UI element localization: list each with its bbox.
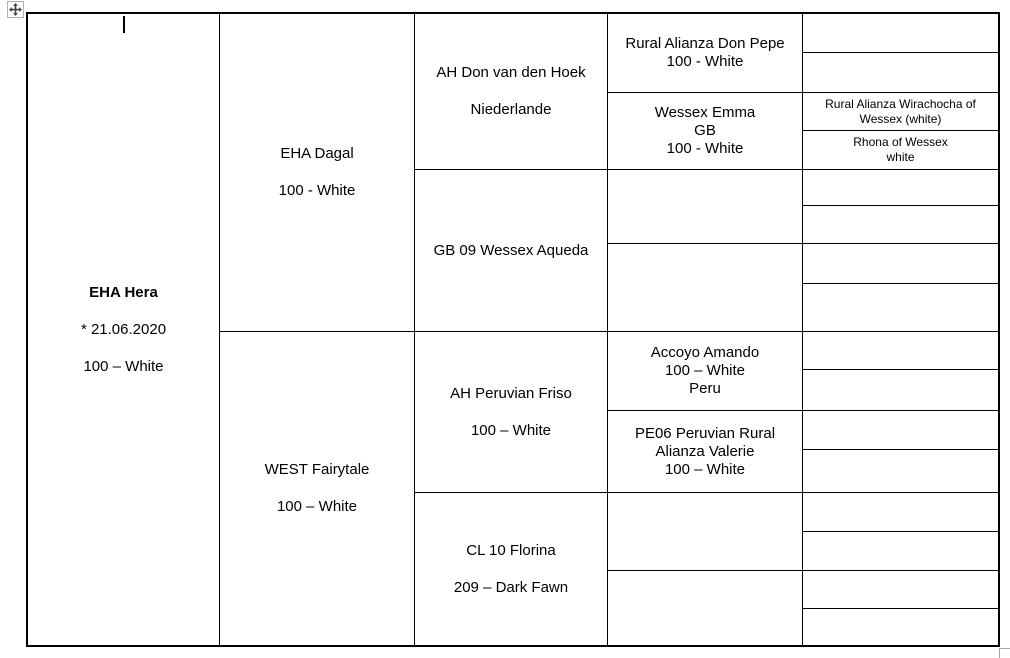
cell-text-line: 100 - White — [278, 182, 356, 199]
cell-gen2-dam[interactable] — [220, 332, 415, 645]
cell-text-line: 209 – Dark Fawn — [453, 578, 569, 596]
cell-gen4-5[interactable] — [608, 332, 803, 411]
cell-text-line: Wessex (white) — [859, 111, 942, 126]
cell-text-line: AH Peruvian Friso — [450, 384, 572, 402]
cell-gen5-3[interactable] — [803, 93, 998, 131]
table-resize-handle[interactable] — [999, 648, 1010, 658]
cell-gen5-9[interactable] — [803, 332, 998, 370]
cell-gen5-11[interactable] — [803, 411, 998, 450]
cell-gen5-12[interactable] — [803, 450, 998, 493]
move-icon — [9, 3, 22, 16]
cell-gen4-8[interactable] — [608, 571, 803, 645]
cell-gen5-1[interactable] — [803, 14, 998, 53]
cell-text-line: Alianza Valerie — [655, 442, 755, 460]
cell-text-line: PE06 Peruvian Rural — [634, 424, 776, 442]
cell-gen3-4[interactable] — [415, 493, 608, 645]
cell-text-line: Accoyo Amando — [650, 344, 760, 361]
cell-gen5-7[interactable] — [803, 244, 998, 284]
pedigree-table — [26, 12, 1000, 647]
cell-text-line: Niederlande — [470, 101, 552, 118]
cell-gen5-16[interactable] — [803, 609, 998, 645]
cell-text-line: WEST Fairytale — [264, 461, 370, 478]
cell-gen3-1[interactable] — [415, 14, 608, 170]
cell-gen5-10[interactable] — [803, 370, 998, 411]
cell-text-line: GB — [694, 122, 716, 139]
cell-gen5-13[interactable] — [803, 493, 998, 532]
subject-name: EHA Hera — [89, 283, 158, 301]
cell-gen4-4[interactable] — [608, 244, 803, 332]
cell-gen5-5[interactable] — [803, 170, 998, 206]
cell-gen4-1[interactable] — [608, 14, 803, 93]
cell-gen4-6[interactable] — [608, 411, 803, 493]
table-move-handle[interactable] — [7, 1, 24, 18]
cell-gen5-6[interactable] — [803, 206, 998, 244]
cell-gen4-3[interactable] — [608, 170, 803, 244]
cell-text-line: 100 – White — [664, 362, 746, 379]
cell-gen4-2[interactable] — [608, 93, 803, 170]
cell-text-line: 100 – White — [664, 460, 746, 478]
cell-text-line: 100 - White — [666, 140, 744, 157]
cell-gen3-2[interactable] — [415, 170, 608, 332]
cell-text-line: Peru — [689, 380, 721, 397]
cell-gen5-14[interactable] — [803, 532, 998, 571]
cell-text-line: 100 – White — [276, 498, 358, 515]
cell-text-line: EHA Dagal — [280, 145, 354, 162]
cell-text-line: CL 10 Florina — [466, 541, 556, 559]
cell-text-line: AH Don van den Hoek — [436, 64, 586, 81]
cell-gen5-15[interactable] — [803, 571, 998, 609]
cell-text-line: Rural Alianza Wirachocha of — [825, 96, 976, 111]
cell-text-line: Rhona of Wessex — [853, 135, 948, 149]
cell-text-line: Rural Alianza Don Pepe — [625, 35, 785, 52]
cell-gen1-subject[interactable] — [28, 14, 220, 645]
cell-text-line: Wessex Emma — [654, 104, 756, 121]
subject-color: 100 – White — [83, 357, 164, 375]
cell-gen2-sire[interactable] — [220, 14, 415, 332]
cell-text-line: 100 - White — [666, 53, 744, 70]
cell-gen5-2[interactable] — [803, 53, 998, 93]
subject-birthdate: * 21.06.2020 — [80, 320, 167, 338]
cell-gen3-3[interactable] — [415, 332, 608, 493]
text-cursor — [123, 16, 125, 33]
cell-gen5-8[interactable] — [803, 284, 998, 332]
cell-gen5-4[interactable] — [803, 131, 998, 170]
cell-gen4-7[interactable] — [608, 493, 803, 571]
cell-text-line: GB 09 Wessex Aqueda — [433, 241, 589, 259]
cell-text-line: white — [886, 150, 915, 164]
cell-text-line: 100 – White — [470, 421, 552, 439]
